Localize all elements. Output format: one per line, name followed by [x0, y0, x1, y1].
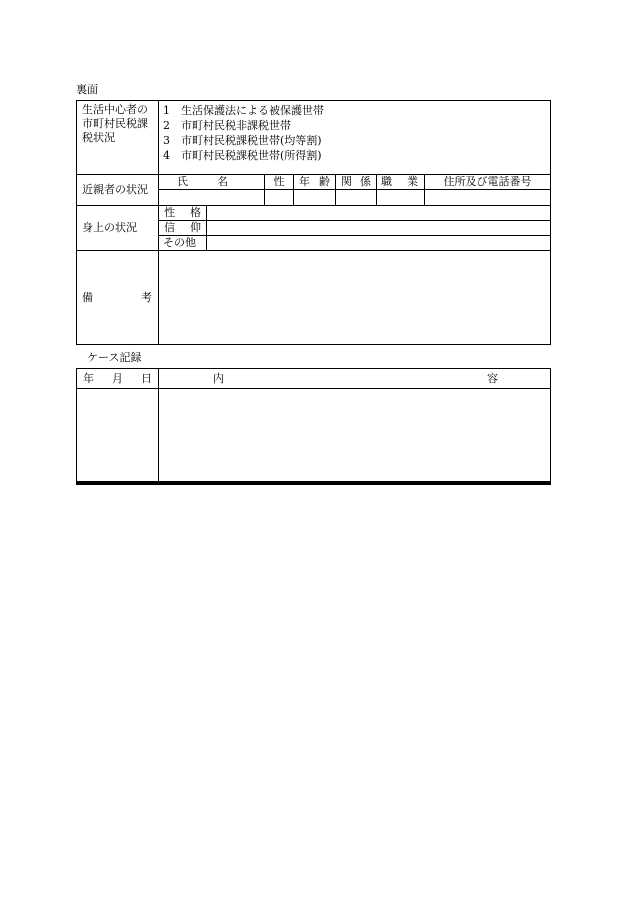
- date-header-char: 年: [83, 371, 94, 385]
- header-relation: [336, 175, 377, 190]
- header-age-char: 年: [299, 175, 310, 188]
- tax-option-item[interactable]: [163, 148, 550, 163]
- header-age-char: 齢: [319, 175, 330, 188]
- tax-option-item[interactable]: [163, 103, 550, 118]
- personal-row-label: その他: [159, 236, 207, 251]
- header-relation-char: 関: [341, 175, 352, 188]
- case-record-table: [76, 368, 551, 482]
- tax-option-number: 4: [163, 149, 170, 162]
- personal-faith-cell[interactable]: [207, 221, 551, 236]
- tax-option-text: 市町村民税非課税世帯: [181, 119, 291, 132]
- header-name-char: 氏: [177, 175, 188, 188]
- tax-label-line: 市町村民税課: [82, 117, 148, 130]
- relatives-label: 近親者の状況: [77, 175, 159, 206]
- relative-age-cell[interactable]: [294, 190, 336, 206]
- page-label: 裏面: [76, 83, 98, 96]
- header-age: [294, 175, 336, 190]
- remarks-label-char: 備: [82, 290, 93, 304]
- header-name: [159, 175, 265, 190]
- header-relation-char: 係: [360, 175, 371, 188]
- tax-option-number: 1: [163, 104, 170, 117]
- personal-label: 身上の状況: [77, 206, 159, 251]
- personal-label-char: 信: [164, 221, 175, 234]
- tax-status-label: [77, 101, 159, 175]
- relative-sex-cell[interactable]: [265, 190, 294, 206]
- date-header-char: 日: [141, 371, 152, 385]
- household-info-table: [76, 100, 551, 345]
- tax-option-item[interactable]: [163, 133, 550, 148]
- personal-label-char: 性: [164, 206, 175, 219]
- relative-occupation-cell[interactable]: [377, 190, 425, 206]
- tax-option-item[interactable]: [163, 118, 550, 133]
- header-occupation-char: 業: [407, 175, 418, 188]
- header-occupation: [377, 175, 425, 190]
- header-occupation-char: 職: [381, 175, 392, 188]
- personal-row-label: [159, 206, 207, 221]
- tax-option-number: 3: [163, 134, 170, 147]
- header-sex: 性: [265, 175, 294, 190]
- tax-label-line: 生活中心者の: [82, 103, 148, 116]
- personal-row-label: [159, 221, 207, 236]
- relative-address-cell[interactable]: [425, 190, 551, 206]
- case-content-cell[interactable]: [159, 389, 551, 482]
- personal-character-cell[interactable]: [207, 206, 551, 221]
- date-header: [77, 369, 159, 389]
- tax-option-text: 市町村民税課税世帯(所得割): [181, 149, 322, 162]
- personal-other-cell[interactable]: [207, 236, 551, 251]
- personal-label-char: 格: [190, 206, 201, 219]
- remarks-label: [77, 251, 159, 345]
- tax-label-line: 税状況: [82, 131, 115, 144]
- remarks-cell[interactable]: [159, 251, 551, 345]
- bottom-rule: [76, 481, 551, 485]
- content-header: [159, 369, 551, 389]
- case-date-cell[interactable]: [77, 389, 159, 482]
- remarks-label-char: 考: [141, 290, 152, 304]
- case-record-title: ケース記録: [87, 351, 142, 364]
- personal-label-char: 仰: [190, 221, 201, 234]
- relative-name-cell[interactable]: [159, 190, 265, 206]
- date-header-char: 月: [112, 371, 123, 385]
- header-address: 住所及び電話番号: [425, 175, 551, 190]
- content-header-char: 容: [487, 371, 498, 385]
- tax-status-options: [159, 101, 551, 175]
- content-header-char: 内: [213, 371, 224, 385]
- relative-relation-cell[interactable]: [336, 190, 377, 206]
- tax-option-text: 市町村民税課税世帯(均等割): [181, 134, 322, 147]
- header-name-char: 名: [217, 175, 228, 188]
- tax-option-text: 生活保護法による被保護世帯: [181, 104, 324, 117]
- tax-option-number: 2: [163, 119, 170, 132]
